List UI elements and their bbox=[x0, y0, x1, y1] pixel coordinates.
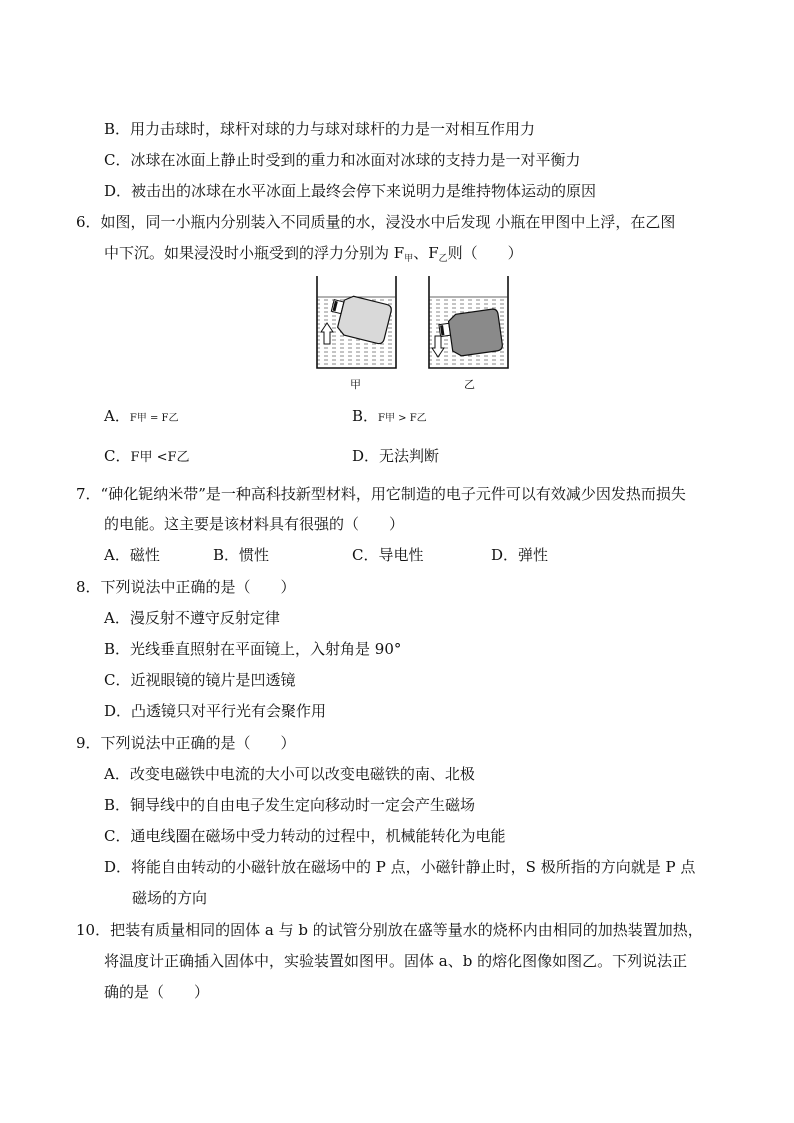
q10-stem-line3: 确的是（ ） bbox=[104, 983, 210, 1001]
q5-option-c: C．冰球在冰面上静止时受到的重力和冰面对冰球的支持力是一对平衡力 bbox=[104, 151, 581, 169]
q6-stem-text: 中下沉。如果浸没时小瓶受到的浮力分别为 F bbox=[104, 244, 405, 262]
q5-option-d: D．被击出的冰球在水平冰面上最终会停下来说明力是维持物体运动的原因 bbox=[104, 182, 597, 200]
q6-subscript-yi: 乙 bbox=[438, 254, 448, 264]
q9-stem: 9．下列说法中正确的是（ ） bbox=[76, 734, 296, 752]
q7-option-d: D．弹性 bbox=[491, 546, 549, 564]
q6-option-c bbox=[104, 446, 190, 468]
q8-option-b: B．光线垂直照射在平面镜上，入射角是 90° bbox=[104, 640, 402, 658]
q6-stem-line1: 6．如图，同一小瓶内分别装入不同质量的水，浸没水中后发现 小瓶在甲图中上浮，在乙图 bbox=[76, 213, 676, 231]
q8-option-d: D．凸透镜只对平行光有会聚作用 bbox=[104, 702, 327, 720]
beaker-jia bbox=[317, 276, 396, 368]
q9-option-a: A．改变电磁铁中电流的大小可以改变电磁铁的南、北极 bbox=[104, 765, 475, 783]
q5-option-b: B．用力击球时，球杆对球的力与球对球杆的力是一对相互作用力 bbox=[104, 120, 536, 138]
q6-option-c-letter: C． bbox=[104, 447, 131, 465]
q6-option-a-formula: F甲 = F乙 bbox=[129, 413, 179, 424]
q8-stem: 8．下列说法中正确的是（ ） bbox=[76, 578, 296, 596]
q6-option-b-letter: B． bbox=[352, 407, 379, 425]
q6-option-d: D．无法判断 bbox=[352, 447, 440, 465]
q6-option-b-formula: F甲 > F乙 bbox=[378, 413, 427, 424]
q10-stem-line1: 10．把装有质量相同的固体 a 与 b 的试管分别放在盛等量水的烧杯内由相同的加热装置加热， bbox=[76, 921, 703, 939]
q7-option-a: A．磁性 bbox=[104, 546, 160, 564]
q7-stem-line2: 的电能。这主要是该材料具有很强的（ ） bbox=[104, 515, 405, 533]
q6-option-c-formula: F甲 <F乙 bbox=[130, 450, 190, 465]
q9-option-c: C．通电线圈在磁场中受力转动的过程中，机械能转化为电能 bbox=[104, 827, 506, 845]
q8-option-a: A．漫反射不遵守反射定律 bbox=[104, 609, 280, 627]
q7-option-c: C．导电性 bbox=[352, 546, 424, 564]
q6-stem-end: 则（ ） bbox=[447, 244, 523, 262]
q7-option-b: B．惯性 bbox=[213, 546, 270, 564]
q9-option-d-line1: D．将能自由转动的小磁针放在磁场中的 P 点，小磁针静止时，S 极所指的方向就是 P 点 bbox=[104, 858, 696, 876]
q8-option-c: C．近视眼镜的镜片是凹透镜 bbox=[104, 671, 296, 689]
q7-stem-line1: 7．“砷化铌纳米带”是一种高科技新型材料，用它制造的电子元件可以有效减少因发热而损失 bbox=[76, 485, 686, 503]
q6-subscript-jia: 甲 bbox=[404, 254, 414, 264]
q9-option-b: B．铜导线中的自由电子发生定向移动时一定会产生磁场 bbox=[104, 796, 476, 814]
q10-stem-line2: 将温度计正确插入固体中，实验装置如图甲。固体 a、b 的熔化图像如图乙。下列说法正 bbox=[104, 952, 688, 970]
beaker-figure bbox=[308, 270, 518, 395]
q6-option-a-letter: A． bbox=[104, 407, 130, 425]
q9-option-d-line2: 磁场的方向 bbox=[132, 889, 208, 907]
label-yi: 乙 bbox=[464, 378, 475, 391]
q6-stem-line2 bbox=[104, 243, 523, 269]
q6-option-b bbox=[352, 406, 427, 429]
q6-option-a bbox=[104, 406, 178, 429]
label-jia: 甲 bbox=[350, 378, 361, 391]
beaker-yi bbox=[429, 276, 508, 368]
q6-stem-sep: 、F bbox=[413, 244, 439, 262]
